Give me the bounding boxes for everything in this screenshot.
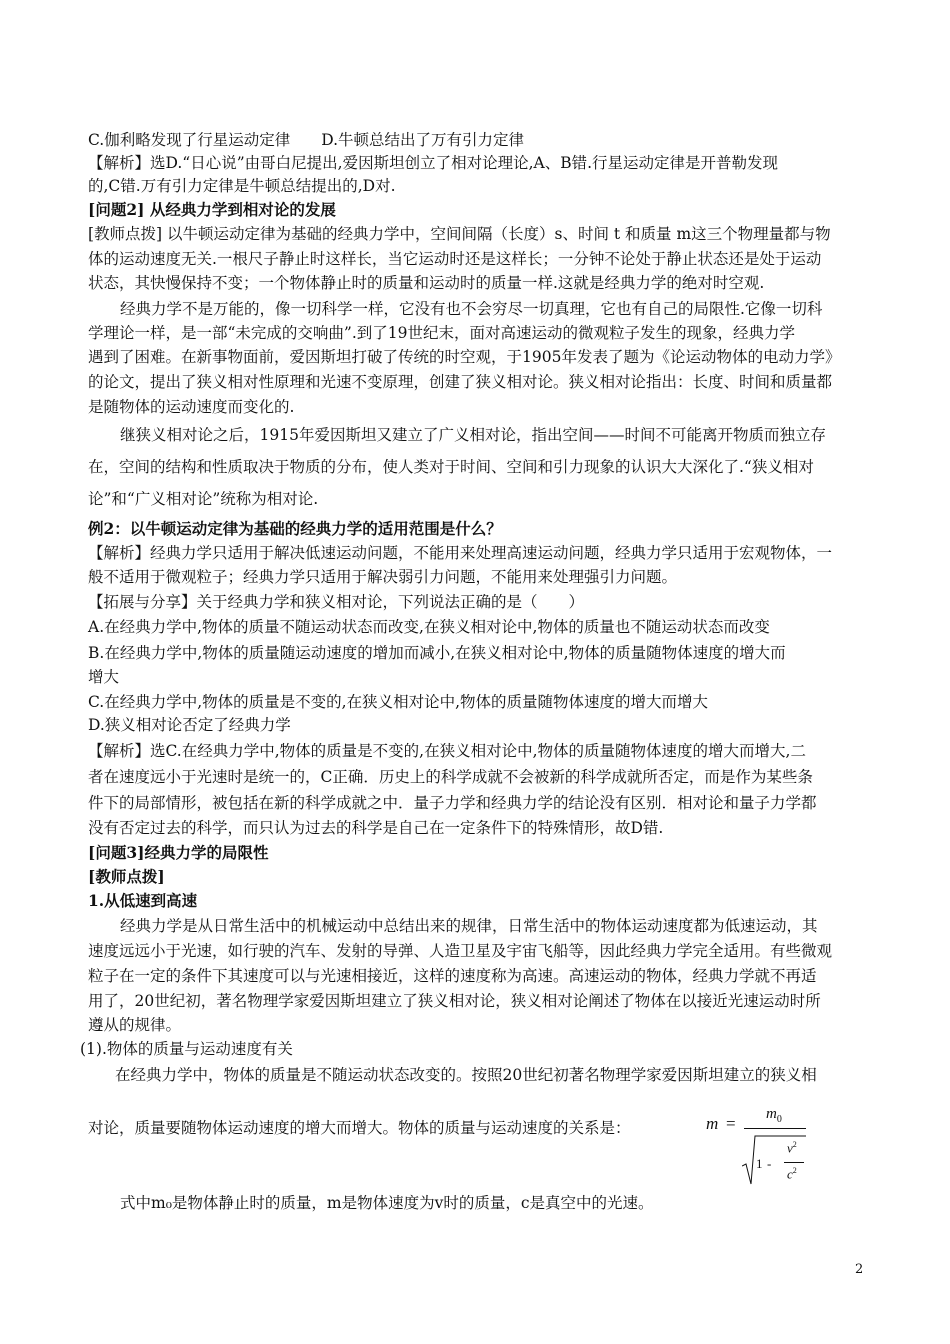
analysis-line: 【解析】选D.“日心说”由哥白尼提出,爱因斯坦创立了相对论理论,A、B错.行星运动定律是开普勒发现	[88, 154, 779, 172]
text-line: 粒子在一定的条件下其速度可以与光速相接近，这样的速度称为高速。高速运动的物体，经典力学就不再适	[88, 967, 817, 985]
text-line: 件下的局部情形，被包括在新的科学成就之中．量子力学和经典力学的结论没有区别．相对论和量子力学都	[88, 794, 817, 812]
mass-velocity-formula	[706, 1106, 816, 1184]
text-line: 对论，质量要随物体运动速度的增大而增大。物体的质量与运动速度的关系是：	[88, 1119, 631, 1137]
option-c: C.在经典力学中,物体的质量是不变的,在狭义相对论中,物体的质量随物体速度的增大而增大	[88, 693, 709, 711]
teacher-note-heading: [教师点拨]	[88, 867, 165, 886]
text-line: 【拓展与分享】关于经典力学和狭义相对论，下列说法正确的是（ ）	[88, 593, 585, 611]
option-d: D.狭义相对论否定了经典力学	[88, 716, 291, 734]
formula-c-squared: $c^2$	[787, 1166, 797, 1182]
formula-minus: -	[767, 1156, 772, 1171]
text-line: 学理论一样，是一部“未完成的交响曲”.到了19世纪末，面对高速运动的微观粒子发生的现象，经典力学	[88, 324, 796, 342]
text-line: 遵从的规律。	[88, 1016, 182, 1034]
formula-explanation: 式中m₀是物体静止时的质量，m是物体速度为v时的质量，c是真空中的光速。	[120, 1194, 654, 1212]
example-heading: 例2：以牛顿运动定律为基础的经典力学的适用范围是什么？	[88, 519, 502, 538]
formula-v-squared: $v^2$	[787, 1140, 797, 1156]
text-line: 经典力学不是万能的，像一切科学一样，它没有也不会穷尽一切真理，它也有自己的局限性.它像一切科	[120, 300, 823, 318]
section-heading: [问题3]经典力学的局限性	[88, 843, 269, 862]
text-line: 是随物体的运动速度而变化的.	[88, 398, 295, 416]
formula-lhs: m	[706, 1114, 719, 1133]
square-root-sign	[742, 1134, 806, 1186]
formula-equals: =	[726, 1114, 736, 1133]
text-line: 在经典力学中，物体的质量是不随运动状态改变的。按照20世纪初著名物理学家爱因斯坦建立的狭义相	[115, 1066, 817, 1084]
text-line: 遇到了困难。在新事物面前，爱因斯坦打破了传统的时空观，于1905年发表了题为《论运动物体的电动力学》	[88, 348, 841, 366]
text-line: 状态，其快慢保持不变；一个物体静止时的质量和运动时的质量一样.这就是经典力学的绝对时空观.	[88, 274, 765, 292]
text-line: 者在速度远小于光速时是统一的，C正确．历史上的科学成就不会被新的科学成就所否定，而是作为某些条	[88, 768, 813, 786]
text-line: 没有否定过去的科学，而只认为过去的科学是自己在一定条件下的特殊情形，故D错.	[88, 819, 664, 837]
text-line: 【解析】选C.在经典力学中,物体的质量是不变的,在狭义相对论中,物体的质量随物体速度的增大而增大,二	[88, 742, 806, 760]
text-line: [教师点拨] 以牛顿运动定律为基础的经典力学中，空间间隔（长度）s、时间 t 和质量 m这三个物理量都与物	[88, 225, 831, 243]
page-number: 2	[855, 1262, 864, 1277]
formula-numerator: $m_0$	[766, 1106, 782, 1125]
text-line: 经典力学是从日常生活中的机械运动中总结出来的规律，日常生活中的物体运动速度都为低速运动，其	[120, 917, 818, 935]
text-line: 速度远远小于光速，如行驶的汽车、发射的导弹、人造卫星及宇宙飞船等，因此经典力学完全适用。有些微观	[88, 942, 833, 960]
text-line: 继狭义相对论之后，1915年爱因斯坦又建立了广义相对论，指出空间——时间不可能离开物质而独立存	[120, 426, 826, 444]
subsection-heading: (1).物体的质量与运动速度有关	[80, 1040, 293, 1058]
text-line: 论”和“广义相对论”统称为相对论.	[88, 490, 319, 508]
subsection-heading: 1.从低速到高速	[88, 891, 198, 910]
text-line: 的论文，提出了狭义相对性原理和光速不变原理，创建了狭义相对论。狭义相对论指出：长度、时间和质量都	[88, 373, 833, 391]
text-line: C.伽利略发现了行星运动定律 D.牛顿总结出了万有引力定律	[88, 131, 525, 149]
text-line: 般不适用于微观粒子；经典力学只适用于解决弱引力问题，不能用来处理强引力问题。	[88, 568, 678, 586]
fraction-bar	[744, 1128, 806, 1129]
formula-one: 1	[756, 1156, 763, 1171]
option-b: B.在经典力学中,物体的质量随运动速度的增加而减小,在狭义相对论中,物体的质量随物体速度的增大而	[88, 644, 786, 662]
option-a: A.在经典力学中,物体的质量不随运动状态而改变,在狭义相对论中,物体的质量也不随运动状态而改变	[88, 618, 770, 636]
text-line: 增大	[88, 668, 120, 686]
text-line: 【解析】经典力学只适用于解决低速运动问题，不能用来处理高速运动问题，经典力学只适用于宏观物体，一	[88, 544, 833, 562]
inner-fraction-bar	[784, 1162, 804, 1163]
section-heading: [问题2] 从经典力学到相对论的发展	[88, 200, 336, 219]
text-line: 在，空间的结构和性质取决于物质的分布，使人类对于时间、空间和引力现象的认识大大深化了.“狭义相对	[88, 458, 814, 476]
text-line: 的,C错.万有引力定律是牛顿总结提出的,D对.	[88, 177, 396, 195]
text-line: 体的运动速度无关.一根尺子静止时这样长，当它运动时还是这样长；一分钟不论处于静止状态还是处于运动	[88, 250, 822, 268]
text-line: 用了，20世纪初，著名物理学家爱因斯坦建立了狭义相对论，狭义相对论阐述了物体在以接近光速运动时所	[88, 992, 821, 1010]
